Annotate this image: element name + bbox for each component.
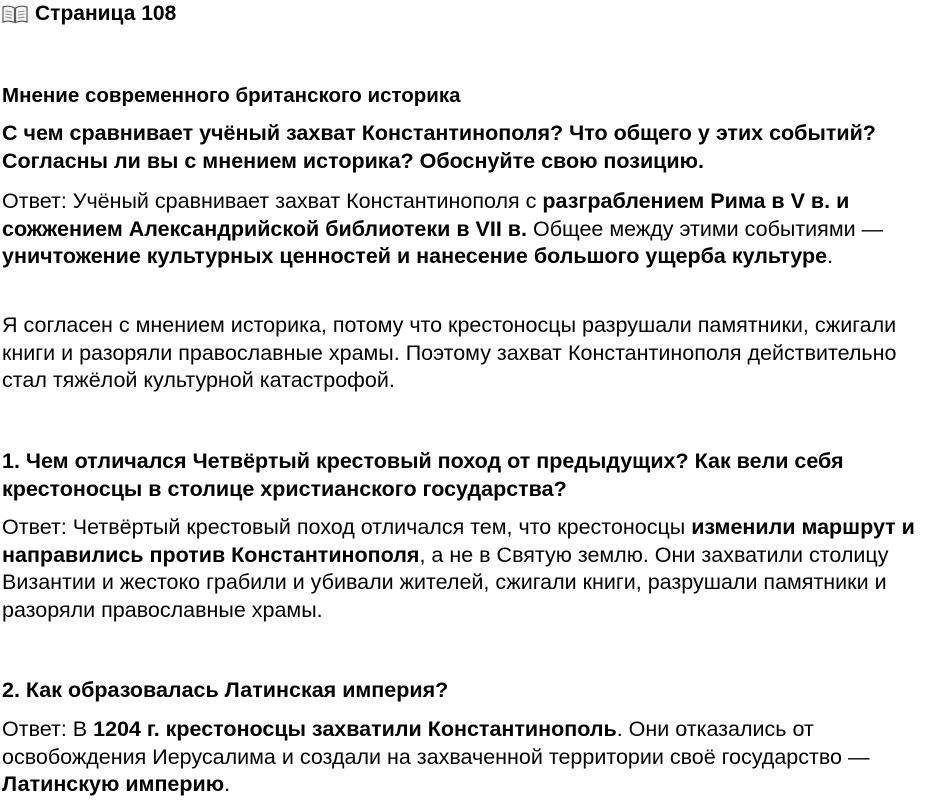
open-book-icon [2, 4, 28, 24]
answer-1 [2, 514, 947, 624]
answer-highlight: 1204 г. крестоносцы захватили Константинополь [93, 717, 617, 741]
question-1: 1. Чем отличался Четвёртый крестовый поход от предыдущих? Как вели себя крестоносцы в столице христианского государства? [2, 449, 844, 501]
answer-highlight: уничтожение культурных ценностей и нанесение большого ущерба культуре [2, 244, 828, 268]
section-title: Мнение современного британского историка [2, 84, 461, 107]
answer-2 [2, 716, 947, 799]
answer-prefix: Ответ: В [2, 717, 94, 741]
answer-text: Общее между этими событиями — [527, 216, 884, 241]
answer-text: . Они отказались от освобождения Иерусалима и создали на захваченной территории своё государство — [2, 717, 870, 769]
question-2: 2. Как образовалась Латинская империя? [2, 678, 449, 702]
answer-highlight: Латинскую империю [2, 772, 225, 796]
section-question: С чем сравнивает учёный захват Константинополя? Что общего у этих событий? Согласны ли вы с мнением историка? Обоснуйте свою позицию. [2, 121, 876, 173]
page-title: Страница 108 [35, 2, 177, 25]
opinion-paragraph: Я согласен с мнением историка, потому что крестоносцы разрушали памятники, сжигали книги и разоряли православные храмы. Поэтому захват Константинополя действительно стал тяжёлой культурной катастрофой. [2, 313, 897, 392]
answer-highlight: разграблением Рима в V в. и сожжением Александрийской библиотеки в VII в. [2, 189, 850, 241]
answer-text: . [224, 772, 231, 796]
answer-prefix: Ответ: Четвёртый крестовый поход отличался тем, что крестоносцы [2, 515, 692, 539]
answer-prefix: Ответ: Учёный сравнивает захват Константинополя с [2, 189, 543, 213]
answer-highlight: изменили маршрут и направились против Константинополя [2, 515, 915, 567]
answer-text: . [827, 244, 834, 268]
section-answer [2, 188, 947, 271]
answer-text: , а не в Святую землю. Они захватили столицу Византии и жестоко грабили и убивали жителей, сжигали книги, разрушали памятники и разоряли православные храмы. [2, 542, 889, 622]
page-header [2, 0, 176, 28]
